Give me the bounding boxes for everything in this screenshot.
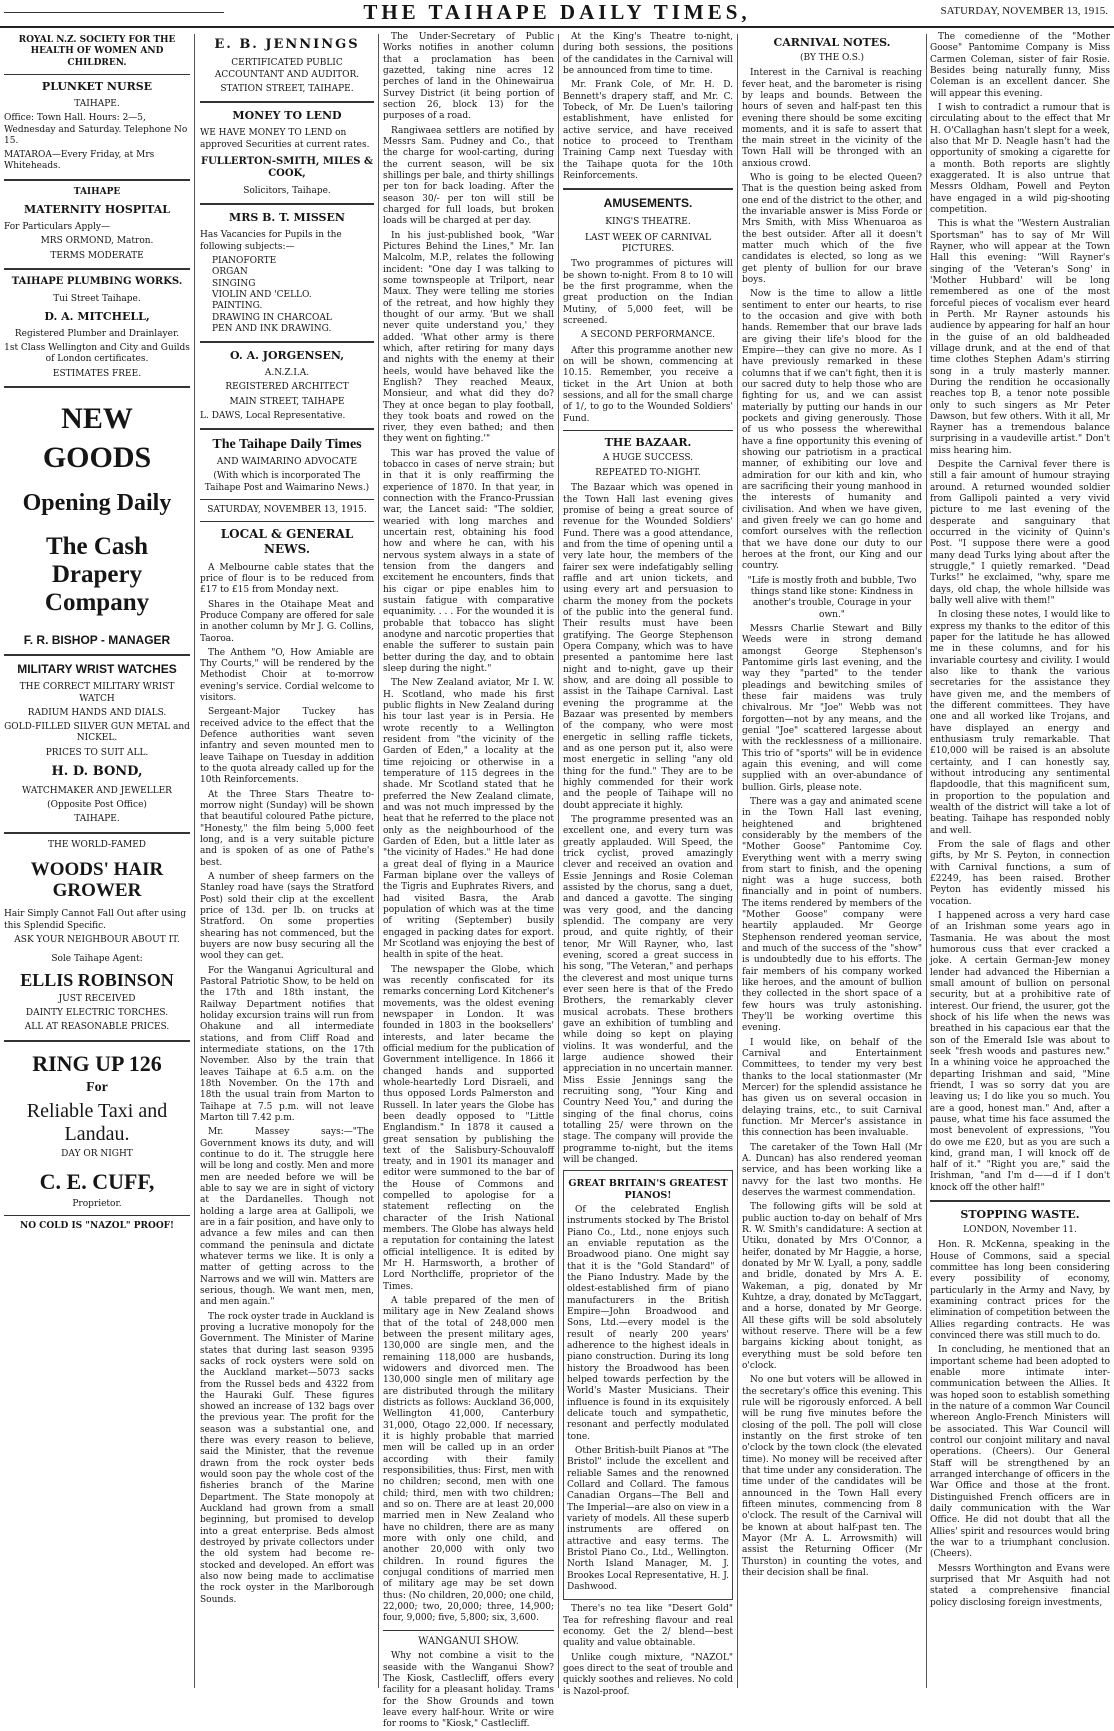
carnival-paragraph: Now is the time to allow a little sentiment to enter our hearts, to rise to the occasion and give with both hands. Remember that our brave lads are giving their life's blood for the Empire—they can give no more. As I have previously remarked in these columns that if we can't fight, then it is our sacred duty to help those who are fighting for us, and we can assist materially by putting our hands in our pockets and giving generously. Those of us who possess the wherewithal have a fine opportunity this evening of showing our patriotism in a practical manner, of exhibiting our love and admiration for our kith and kin, who are sacrificing their young manhood in the interests of humanity and civilisation. And when we have given, and given freely we can go home and comfort ourselves with the reflection that we have done our duty to our heroes at the front, our King and our country. [742, 289, 922, 572]
news-paragraph: Two programmes of pictures will be shown to-night. From 8 to 10 will be the first programme, when the great production on the Indian Mutiny, of 5,000 feet, will be screened. [563, 259, 733, 326]
news-paragraph: This war has proved the value of tobacco in cases of nerve strain; but in that it is only reaffirming the experience of 1870. In that year, in connection with the Franco-Prussian war, the Lancet said: "The soldier, wearied with long marches and uncertain rest, obtaining his food how and where he can, with his nervous system always in a state of tension from the dangers and excitement he encounters, finds that his cigar or pipe enables him to sustain fatigue with comparative equanimity. . . . For the wounded it is probable that tobacco has slight anodyne and narcotic properties that enable the sufferer to sustain pain better during the day, and to obtain sleep during the night." [383, 448, 554, 675]
jorgensen-name: O. A. JORGENSEN, [229, 349, 345, 363]
column-advertisements [4, 32, 190, 1688]
plumbing-title: TAIHAPE PLUMBING WORKS. [11, 275, 183, 287]
carnival-paragraph: I would like, on behalf of the Carnival and Entertainment Committees, to tender my very best thanks to the local stationmaster (Mr Mercer) for the splendid assistance he has given us on several occasion in delaying trains, etc., to suit Carnival function. Mr Mercer's assistance in this connection has been invaluable. [742, 1037, 922, 1139]
tea-ad: There's no tea like "Desert Gold" Tea for refreshing flavour and real economy. Get the 2/ blend—best quality and value obtainable. [563, 1604, 733, 1649]
news-paragraph: The newspaper the Globe, which was recently confiscated for its remarks concerning Lord Kitchener's movements, was the oldest evening newspaper in London. It was founded in 1803 in the booksellers' interests, and later became the official medium for the publication of Government intelligence. In 1866 it changed hands and supported whole-heartedly Lord Disraeli, and thus opposed Lords Palmerston and Russell. In later years the Globe has been deadly opposed to "Little Englandism." In 1878 it caused a great sensation by publishing the text of the Salisbury-Schouvaloff treaty, and in 1901 its manager and editor were summoned to the bar of the House of Commons and compelled to apologise for a statement reflecting on the character of the Irish National members. The Globe has always held a reputation for containing the latest official intelligence. It is edited by Mr H. Harmsworth, a brother of Lord Northcliffe, proprietor of the Times. [383, 964, 554, 1292]
news-paragraph: A Melbourne cable states that the price of flour is to be reduced from £17 to £15 from Monday next. [200, 562, 374, 596]
news-paragraph: Sergeant-Major Tuckey has received advice to the effect that the Defence authorities want seven infantry and seven mounted men to leave Taihape on Tuesday in addition to the quota already called up for the 10th Reinforcements. [200, 707, 374, 786]
news-paragraph: Mr. Frank Cole, of Mr. H. D. Bennett's drapery staff, and Mr. C. Tobeck, of Mr. De Luen's tailoring establishment, have enlisted for active service, and have received notice to proceed to Trentham Training Camp next Tuesday with the Taihape quota for the 10th Reinforcements. [563, 80, 733, 181]
torches: DAINTY ELECTRIC TORCHES. [25, 1008, 169, 1019]
news-paragraph: Rangiwaea settlers are notified by Messrs Sam. Pudney and Co., that the charge for wool-carting, during the current season, will be six shillings per bale, and thirty shillings per ton for back loading. After the season 30/- per ton will still be charged for full loads, but broken loads will be charged at per day. [383, 125, 554, 227]
column-rule [926, 34, 927, 1688]
just-received: JUST RECEIVED [58, 993, 136, 1004]
paper-date: SATURDAY, NOVEMBER 13, 1915. [207, 504, 367, 515]
cable-dateline: LONDON, November 11. [963, 1225, 1077, 1235]
maternity-matron: MRS ORMOND, Matron. [40, 236, 154, 247]
taxi-for: For [86, 1080, 108, 1096]
column-notes-cables [930, 32, 1110, 1688]
news-paragraph: At the Three Stars Theatre to-morrow night (Sunday) will be shown that beautiful coloured Pathe picture, "Honesty," the film being 5,000 feet long, and is a very suitable picture and is spoken of as one of Pathe's best. [200, 789, 374, 868]
maternity-apply: For Particulars Apply— [4, 222, 110, 232]
subject-item: PIANOFORTE [212, 255, 277, 266]
ask-neighbour: ASK YOUR NEIGHBOUR ABOUT IT. [14, 935, 180, 946]
maternity-place: TAIHAPE [73, 186, 121, 197]
new-heading: NEW [61, 402, 133, 436]
column-rule [378, 34, 379, 1688]
woods-hair-grower: WOODS' HAIR GROWER [30, 858, 164, 902]
goods-heading: GOODS [42, 441, 152, 475]
cuff-proprietor: Proprietor. [72, 1198, 122, 1209]
issue-date: SATURDAY, NOVEMBER 13, 1915. [940, 5, 1108, 17]
fullerton-name: FULLERTON-SMITH, MILES & COOK, [200, 155, 374, 180]
maternity-terms: TERMS MODERATE [50, 250, 144, 261]
carnival-verse: "Life is mostly froth and bubble, Two things stand like stone: Kindness in another's trouble, Courage in your own." [747, 575, 917, 620]
news-paragraph: The Under-Secretary of Public Works notifies in another column that a proclamation has been gazetted, taking nine acres 12 perches of land in the Ohinewairua Survey District (it being portion of section 26, block 13) for the purposes of a road. [383, 32, 554, 122]
column-rule [558, 34, 559, 1688]
bond-address: (Opposite Post Office) [47, 799, 147, 810]
last-week: LAST WEEK OF CARNIVAL PICTURES. [585, 232, 711, 255]
subject-list [200, 256, 374, 335]
piano-paragraph: Other British-built Pianos at "The Bristol" include the excellent and reliable Sames and the renowned Collard and Collard. The famous Canadian Organs—The Bell and The Imperial—are also on view in a variety of models. All these superb instruments are offered on attractive and easy terms. The Bristol Piano Co., Ltd., Wellington. North Island Manager, M. J. Brookes Local Representative, H. J. Dashwood. [567, 1445, 729, 1592]
plumbing-registered: Registered Plumber and Drainlayer. [14, 328, 180, 339]
taxi-landau: Reliable Taxi and Landau. [26, 1100, 168, 1145]
bazaar-success: A HUGE SUCCESS. [602, 452, 694, 463]
missen-ad [200, 211, 374, 335]
architect: REGISTERED ARCHITECT [225, 382, 349, 393]
jennings-name: E. B. JENNINGS [214, 37, 360, 52]
column-rule [737, 34, 738, 1688]
drapery-ad [4, 402, 190, 648]
watches-correct: THE CORRECT MILITARY WRIST WATCH [19, 682, 175, 704]
cable-paragraph: In concluding, he mentioned that an important scheme had been adopted to enable more intimate inter-communication between the Allies. It was hoped soon to establish something in the nature of a common War Council whereon Anglo-French Ministers will be associated. This War Council will control our conjoint military and naval operations. (Cheers). Our General Staff will be strengthened by an arranged interchange of officers in the War Office and those at the front. Distinguished French officers are in daily communication with the War Office. He did not doubt that all the Allies' spirit and resources would bring the war to a triumphant conclusion. (Cheers). [930, 1345, 1110, 1560]
watches-heading: MILITARY WRIST WATCHES [17, 662, 177, 677]
hair-grower-ad [4, 840, 190, 1034]
carnival-paragraph: The caretaker of the Town Hall (Mr A. Duncan) has also rendered yeoman service, and has been working like a navvy for the last two months. He deserves the warmest commendation. [742, 1142, 922, 1199]
jennings-sub: CERTIFICATED PUBLIC ACCOUNTANT AND AUDITOR. [214, 58, 360, 80]
plumbing-name: D. A. MITCHELL, [44, 309, 150, 323]
carnival-paragraph: Messrs Charlie Stewart and Billy Weeds were in strong demand amongst George Stephenson's Pantomime girls last evening, and the way they "parted" to the tender pleadings and bewitching smiles of these fair maidens was truly chivalrous. Mr "Joe" Webb was not forgotten—not by any means, and the genial "Joe" scattered largesse about with the recklessness of a millionaire. This trio of "sports" will be in evidence again this evening, and will come supplied with an over-abundance of bullion. Girls, please note. [742, 623, 922, 793]
money-ad [200, 109, 374, 197]
news-paragraph: The programme presented was an excellent one, and every turn was greatly applauded. Will Speed, the trick cyclist, proved amazingly clever and received an ovation and Essie Jennings and Rosie Coleman assisted by the chorus, sang a duet, and danced a gavotte. The singing was very good, and the dancing splendid. The company are very proud, and quite rightly, of their tenor, Mr Will Rayner, who, last evening, scored a great success in his song, "The Veteran," and perhaps the cleverest and most unique turns ever seen here is that of the Fredo Brothers, the remarkably clever musical acrobats. These brothers gave an exhibition of tumbling and while doing so kept on playing violins. It was wonderful, and the large audience showed their appreciation in no uncertain manner. Miss Essie Jennings sang the recruiting song, "Your King and Country Need You," and during the singing of the final chorus, coins totalling 25/ were thrown on the stage. The company will provide the programme to-night, but the items will be changed. [563, 814, 733, 1165]
second-performance: A SECOND PERFORMANCE. [580, 330, 716, 341]
cash-drapery: The Cash Drapery Company [44, 532, 150, 616]
piano-ad [563, 1170, 733, 1600]
newspaper-title: THE TAIHAPE DAILY TIMES, [363, 0, 751, 24]
wanganui-heading: WANGANUI SHOW. [418, 1635, 519, 1647]
column-amusements [563, 32, 733, 1697]
subject-item: DRAWING IN CHARCOAL [212, 312, 332, 323]
bazaar-heading: THE BAZAAR. [604, 435, 692, 449]
paper-incorporated: (With which is incorporated The Taihape Post and Waimarino News.) [204, 471, 370, 493]
maternity-title: MATERNITY HOSPITAL [23, 203, 171, 217]
masthead [0, 0, 1114, 28]
plunket-office: Office: Town Hall. Hours: 2—5, Wednesday and Saturday. Telephone No 15. [4, 113, 188, 146]
news-paragraph: A number of sheep farmers on the Stanley road have (says the Stratford Post) sold their clip at the excellent price of 13d. per lb. on trucks at Stratford. On some properties shearing has not commenced, but the buyers are now busy securing all the wool they can get. [200, 872, 374, 962]
stopping-waste-heading: STOPPING WASTE. [960, 1208, 1080, 1222]
news-paragraph: For the Wanganui Agricultural and Pastoral Patriotic Show, to be held on the 17th and 18th instant, the Railway Department notifies that holiday excursion trains will run from Ohakune and all intermediate stations, and from Cliff Road and intermediate stations, on the 17th November. Also by the train that leaves Taihape at 6.5 a.m. on the 18th November. On the 17th and 18th the usual train from Marton to Taihape at 7.5 p.m. will not leave Marton till 7.42 p.m. [200, 965, 374, 1123]
jennings-ad [200, 37, 374, 95]
world-famed: THE WORLD-FAMED [47, 839, 147, 850]
watches-prices: PRICES TO SUIT ALL. [45, 747, 149, 758]
subject-item: SINGING [212, 278, 256, 289]
carnival-byline: (BY THE O.S.) [800, 52, 864, 63]
cable-paragraph: Messrs Worthington and Evans were surprised that Mr Asquith had not stated a comprehensive financial policy disclosing foreign investments, [930, 1563, 1110, 1608]
subject-item: ORGAN [212, 267, 248, 278]
sole-agent: Sole Taihape Agent: [51, 954, 143, 965]
news-paragraph: The rock oyster trade in Auckland is proving a lucrative monopoly for the Government. The Minister of Marine states that during last season 9395 sacks of rock oysters were sold on the Auckland market—5073 sacks from the Russel beds and 4322 from the Hauraki Gulf. These figures showed an increase of 132 bags over the previous year. The profit for the season was a substantial one, and there was every reason to believe, said the Minister, that the revenue drawn from the rock oyster beds would soon pay the whole cost of the fisheries branch of the Marine Department. The State monopoly at Auckland had grown from a small beginning, but promised to develop into a great enterprise. Beds almost destroyed by private collectors under the old system had become re-stocked and developed. An effort was also now being made to acclimatise the rock oyster in the Marlborough Sounds. [200, 1311, 375, 1605]
bond-name: H. D. BOND, [51, 764, 143, 780]
bond-place: TAIHAPE. [74, 814, 120, 825]
bond-trade: WATCHMAKER AND JEWELLER [22, 785, 172, 796]
day-or-night: DAY OR NIGHT [61, 1148, 133, 1159]
plunket-place: TAIHAPE. [74, 98, 120, 109]
carnival-paragraph: There was a gay and animated scene in the Town Hall last evening, heightened and brightened considerably by the members of the "Mother Goose" Pantomime Coy. Everything went with a merry swing from start to finish, and the opening night was a huge success, both financially and in point of numbers. The items rendered by members of the "Mother Goose" company were heartily applauded. Mr George Stephenson rendered yeoman service, and much of the success of the "show" is undoubtedly due to his efforts. The fair members of his company worked like heroes, and the amount of bullion they collected in the short space of a few hours was truly astonishing. They'll be working overtime this evening. [742, 796, 922, 1034]
news-paragraph: At the King's Theatre to-night, during both sessions, the positions of the candidates in the Carnival will be announced from time to time. [563, 32, 733, 76]
nazol-paragraph: Unlike cough mixture, "NAZOL" goes direct to the seat of trouble and quickly soothes and relieves. No cold is Nazol-proof. [563, 1652, 733, 1697]
news-paragraph: In his just-published book, "War Pictures Behind the Lines," Mr. Ian Malcolm, M.P., relates the following incident: "One day I was talking to some townspeople at Trilport, near Maux. They were telling me stories of the retreat, and how highly they thought of our army. 'But we shall never quite understand you,' they added. 'What other army is there which, after retiring for many days and nights with the enemy at their heels, would have behaved like the English? They reached Meaux, Monsieur, and what did they do? They at once began to play football, they took boats and rowed on the river, they even bathed; and then they went on fighting.'" [383, 230, 554, 445]
ring-up: RING UP 126 [32, 1050, 162, 1076]
solicitors: Solicitors, Taihape. [243, 186, 331, 197]
column-rule [194, 34, 195, 1688]
reasonable-prices: ALL AT REASONABLE PRICES. [24, 1022, 170, 1033]
carnival-paragraph: No one but voters will be allowed in the secretary's office this evening. This rule will be rigorously enforced. A bell will be rung five minutes before the closing of the poll. The poll will close instantly on the first stroke of ten o'clock by the town clock (the elevated time). No money will be received after that time under any consideration. The time under of the candidates will be announced in the Town Hall every fifteen minutes, commencing from 8 o'clock. The result of the Carnival will be known at about half-past ten. The Mayor (Mr A. L. Arrowsmith) will assist the Returning Officer (Mr Thurston) in counting the votes, and their decision shall be final. [742, 1375, 922, 1578]
plunket-ad [4, 35, 190, 173]
nazol-ad: NO COLD IS "NAZOL" PROOF! [19, 1221, 175, 1232]
amusements-heading: AMUSEMENTS. [603, 196, 693, 211]
carnival-heading: CARNIVAL NOTES. [773, 36, 891, 49]
money-text: WE HAVE MONEY TO LEND on approved Securities at current rates. [200, 128, 370, 150]
news-paragraph: A table prepared of the men of military age in New Zealand shows that of the total of 248,000 men between the present military ages, 130,000 are single men, and the remaining 118,000 are husbands, widowers and divorced men. The 130,000 single men of military age are distributed through the military districts as follows: Auckland 36,000, Wellington 41,000, Canterbury 31,000, Otago 22,000. If necessary, it is highly probable that married men will be called up in an order according with their family responsibilities, thus: First, men with no children; second, men with one child; third, men with two children; and so on. There are at least 20,000 married men in New Zealand who have no children, there are as many more with only one child, and another 20,000 with only two children. In round figures the conjugal conditions of married men of military age may be set down thus: (No children, 20,000; one child, 22,000; two, 20,000; three, 14,900; four, 9,000; five, 5,800; six, 3,600. [383, 1296, 554, 1624]
piano-paragraph: Of the celebrated English instruments stocked by The Bristol Piano Co., Ltd., none enjoys such an enviable reputation as the Broadwood piano. One might say that it is the "Gold Standard" of the Piano Industry. Made by the oldest-established firm of piano manufacturers in the British Empire—John Broadwood and Sons, Ltd.—every model is the result of nearly 200 years' adherence to the highest ideals in piano construction. During its long history the Broadwood has been helped towards perfection by the World's Master Musicians. Their influence is found in its exquisitely delicate touch and sympathetic, resonant and perfectly modulated tone. [567, 1205, 729, 1442]
news-paragraph: The Anthem "O, How Amiable are Thy Courts," will be rendered by the Methodist Choir at to-morrow evening's service. Cordial welcome to visitors. [200, 647, 374, 704]
cable-paragraph: Hon. R. McKenna, speaking in the House of Commons, said a special committee has long been considering every possibility of economy, particularly in the Army and Navy, by examining contract prices for the elimination of competition between the Allies regarding contracts. He was convinced there was still much to do. [930, 1240, 1110, 1341]
carnival-paragraph: The following gifts will be sold at public auction to-day on behalf of Mrs R. W. Smith's candidature: A section at Utiku, donated by Mrs O'Connor, a heifer, donated by Mr Haggie, a horse, donated by Mr W. Lyall, a pony, saddle and bridle, donated by Mrs A. E. Wakeman, a pig, donated by Mr Kuhtze, a dray, donated by McTaggart, and a horse, donated by Mr George. All these gifts will be sold absolutely without reserve. There will be a few bargains kicking about tonight, as everything must be sold before ten o'clock. [742, 1202, 922, 1371]
news-paragraph: The New Zealand aviator, Mr I. W. H. Scotland, who made his first public flights in New Zealand during his tour last year is in Persia. He wrote recently to a Wellington resident from "the vicinity of the Garden of Eden," a locality at the time rejoicing or otherwise in a temperature of 115 degrees in the shade. Mr Scotland stated that he preferred the New Zealand climate, and was not much impressed by the heat that he referred to the place not only as the neighbourhood of the Garden of Eden, but a little later as "the vicinity of Hades." He had done a great deal of flying in a Maurice Farman biplane over the valleys of the Tigris and Euphrates Rivers, and had visited Basra, the Arab population of which was at the time of writing (September) busily engaged in packing dates for export. Mr Scotland was enjoying the best of health in spite of the heat. [383, 678, 554, 961]
carnival-paragraph: I happened across a very hard case of an Irishman some years ago in Tasmania. He was about the most humorous cuss that ever cracked a joke. A certain German-Jew money lender had advanced the Hibernian a small amount of bullion on personal security, but at a prohibitive rate of interest. Our friend, the usurer, got the shock of his life when the news was breathed in his capacious ear that the son of the Emerald Isle was about to seek "fresh woods and pastures new." In a whining voice he approached the departing Irishman and said, "Mine friendt, I was so sorry dat you are leaving us; I do like you so much. You are a good, honest man." And, after a pause, what time his face assumed the most benevolent of expressions, "You do owe me £20, but as you are such a kind, grand man, I will knock off de half of it." "Right you are," said the Irishman, "and I'm d——d if I don't knock off the other half!" [930, 910, 1110, 1193]
opening-daily: Opening Daily [22, 490, 172, 517]
watches-metals: GOLD-FILLED SILVER GUN METAL and NICKEL. [4, 722, 190, 744]
news-paragraph: Mr. Massey says:—"The Government knows its duty, and will continue to do it. The struggle here will be long and costly. Men and more men are needed before we will be able to say we are in sight of victory at the Dardanelles. Though not holding a large area at Gallipoli, we are in a fair position, and have only to advance a few miles and can then command the peninsula and dictate whatever terms we like. It is only a matter of getting across to the Narrows and we will win. Matters are serious, though. We want men, men, and men again." [200, 1127, 374, 1308]
taxi-ad [4, 1052, 190, 1210]
carnival-paragraph: Who is going to be elected Queen? That is the question being asked from one end of the district to the other, and the invariable answer is Miss Forde or Mrs Smith, with Miss Whenuaroa as the best outsider. After all it doesn't matter much which of the five candidates is elected, so long as we get plenty of bullion for our brave boys. [742, 173, 922, 286]
carnival-paragraph: The comedienne of the "Mother Goose" Pantomime Company is Miss Carmen Coleman, sister of fair Rosie. Besides being naturally funny, Miss Coleman is an excellent dancer. She will appear this evening. [930, 32, 1110, 99]
piano-heading: GREAT BRITAIN'S GREATEST PIANOS! [568, 1178, 728, 1202]
subject-item: VIOLIN AND 'CELLO. [212, 289, 312, 300]
plumbing-estimates: ESTIMATES FREE. [52, 368, 142, 379]
paper-subtitle: AND WAIMARINO ADVOCATE [216, 457, 358, 467]
carnival-paragraph: Interest in the Carnival is reaching fever heat, and the barometer is rising by leaps and bounds. Between the hours of seven and half-past ten this evening there should be some exciting moments, and it is safe to assert that the main street in the vicinity of the Town Hall will be thronged with an anxious crowd. [742, 68, 922, 169]
bazaar-repeated: REPEATED TO-NIGHT. [595, 468, 701, 479]
plunket-title: PLUNKET NURSE [41, 79, 153, 93]
missen-text: Has Vacancies for Pupils in the following subjects:— [200, 230, 342, 252]
society-name: ROYAL N.Z. SOCIETY FOR THE HEALTH OF WOMEN AND CHILDREN. [18, 35, 176, 68]
watches-radium: RADIUM HANDS AND DIALS. [27, 707, 167, 718]
local-general-heading: LOCAL & GENERAL NEWS. [220, 527, 354, 557]
drapery-manager: F. R. BISHOP - MANAGER [23, 632, 171, 647]
hair-claim: Hair Simply Cannot Fall Out after using this Splendid Specific. [4, 909, 187, 931]
subject-item: PEN AND INK DRAWING. [212, 323, 332, 334]
maternity-ad [4, 187, 190, 262]
column-carnival-notes [742, 32, 922, 1688]
carnival-paragraph: Despite the Carnival fever there is still a fair amount of humour straying around. A returned wounded soldier from Gallipoli painted a very vivid picture to me last evening of the desperate and sanguinary that occurred in the vicinity of Quinn's Post. "I suppose there were a good many dead Turks lying about after the struggle," I quietly remarked. "Dead Turks!" he exclaimed, "why, spare me days, old chap, the whole hillside was bally well alive with them!" [930, 460, 1110, 607]
plunket-mataroa: MATAROA—Every Friday, at Mrs Whiteheads. [4, 150, 155, 172]
plumbing-ad [4, 276, 190, 380]
jennings-street: STATION STREET, TAIHAPE. [220, 84, 354, 95]
news-paragraph: Shares in the Otaihape Meat and Produce Company are offered for sale in another column by Mr J. G. Collins, Taoroa. [200, 599, 374, 644]
carnival-paragraph: From the sale of flags and other gifts, by Mr S. Peyton, in connection with Carnival functions, a sum of £2249, has been raised. Brother Peyton has evidently missed his vocation. [930, 839, 1110, 907]
news-paragraph: The Bazaar which was opened in the Town Hall last evening gives promise of being a great source of revenue for the Wounded Soldiers' Fund. There was a good attendance, and from the time of opening until a very late hour, the members of the fairer sex were indefatigably selling raffle and art union tickets, and using every art and persuasion to charm the money from the pockets of the public into the general fund. Their results must have been gratifying. The George Stephenson Opera Company, which was to have presented a pantomime here last night and to-night, gave up their show, and are doing all possible to assist in the Taihape Carnival. Last evening the programme at the Bazaar was presented by members of the company, who were most energetic in selling raffle tickets, and as one person put it, also were most energetic in selling "any old thing for the fund." They are to be highly commended for their work and the people of Taihape will no doubt appreciate it highly. [563, 483, 733, 811]
carnival-paragraph: In closing these notes, I would like to express my thanks to the editor of this paper for the latitude he has allowed me in these columns, and for his invariable courtesy and civility. I would also like to thank the various secretaries for the assistance they have given me, and the members of the different committees. They have one and all worked like Trojans, and have displayed an energy and enthusiasm truly remarkable. That £10,000 will be raised is an absolute certainty, and I can honestly say, without introducing any sentimental flapdoodle, that this magnificent sum, in proportion to the population and wealth of the district will take a lot of beating. Taihape has responded nobly and well. [930, 610, 1110, 836]
watches-ad [4, 662, 190, 825]
plumbing-street: Tui Street Taihape. [53, 293, 141, 304]
money-heading: MONEY TO LEND [232, 109, 342, 123]
news-paragraph: After this programme another new on will be shown, commencing at 10.15. Remember, you receive a ticket in the Art Union at both sessions, and all for the small charge of 1/, to go to the Wounded Soldiers' Fund. [563, 345, 733, 424]
daws-representative: L. DAWS, Local Representative. [200, 411, 346, 422]
ellis-robinson: ELLIS ROBINSON [20, 969, 174, 990]
carnival-paragraph: This is what the "Western Australian Sportsman" has to say of Mr Will Rayner, who will appear at the Town Hall this evening: "Will Rayner's singing of the 'Veteran's Song' in 'Mother Hubbard' will be long remembered as one of the most forceful pieces of vocalism ever heard in Perth. Mr Rayner astounds his audience by appearing for half an hour in the guise of an old baldheaded village drunk, and at the end of that time clothes Stephen Adam's stirring song in a truly masterly manner. During the rendition he occasionally reaches top B, a tenor note possible only to such singers as Mr Peter Dawson, but few others. With it all, Mr Rayner has a tremendous balance surprising in a vaudeville artist." Don't miss hearing him. [930, 219, 1110, 456]
carnival-paragraph: I wish to contradict a rumour that is circulating about to the effect that Mr H. O'Callaghan hasn't slept for a week, also that Mr D. Neagle hasn't had the opportunity of smoking a cigarette for a month. Both reports are slightly exaggerated. It is also untrue that Messrs Oldham, Powell and Peyton have engaged in a wild pig-shooting competition. [930, 102, 1110, 215]
paper-name: The Taihape Daily Times [212, 437, 362, 453]
missen-name: MRS B. T. MISSEN [229, 211, 345, 225]
jorgensen-ad [200, 349, 374, 422]
cuff-name: C. E. CUFF, [39, 1169, 155, 1195]
column-notices-news [200, 32, 374, 1688]
jorgensen-anzia: A.N.Z.I.A. [264, 368, 310, 379]
wanganui-text: Why not combine a visit to the seaside with the Wanganui Show? The Kiosk, Castlecliff, offers every facility for a pleasant holiday. Trams for the Show Grounds and town leave every half-hour. Write or wire for rooms to "Kiosk," Castlecliff. [383, 1651, 554, 1730]
architect-street: MAIN STREET, TAIHAPE [229, 396, 345, 407]
plumbing-certificates: 1st Class Wellington and City and Guilds of London certificates. [4, 343, 190, 365]
kings-theatre: KING'S THEATRE. [605, 217, 691, 228]
subject-item: PAINTING. [212, 301, 263, 312]
column-news-continued [383, 32, 554, 1730]
